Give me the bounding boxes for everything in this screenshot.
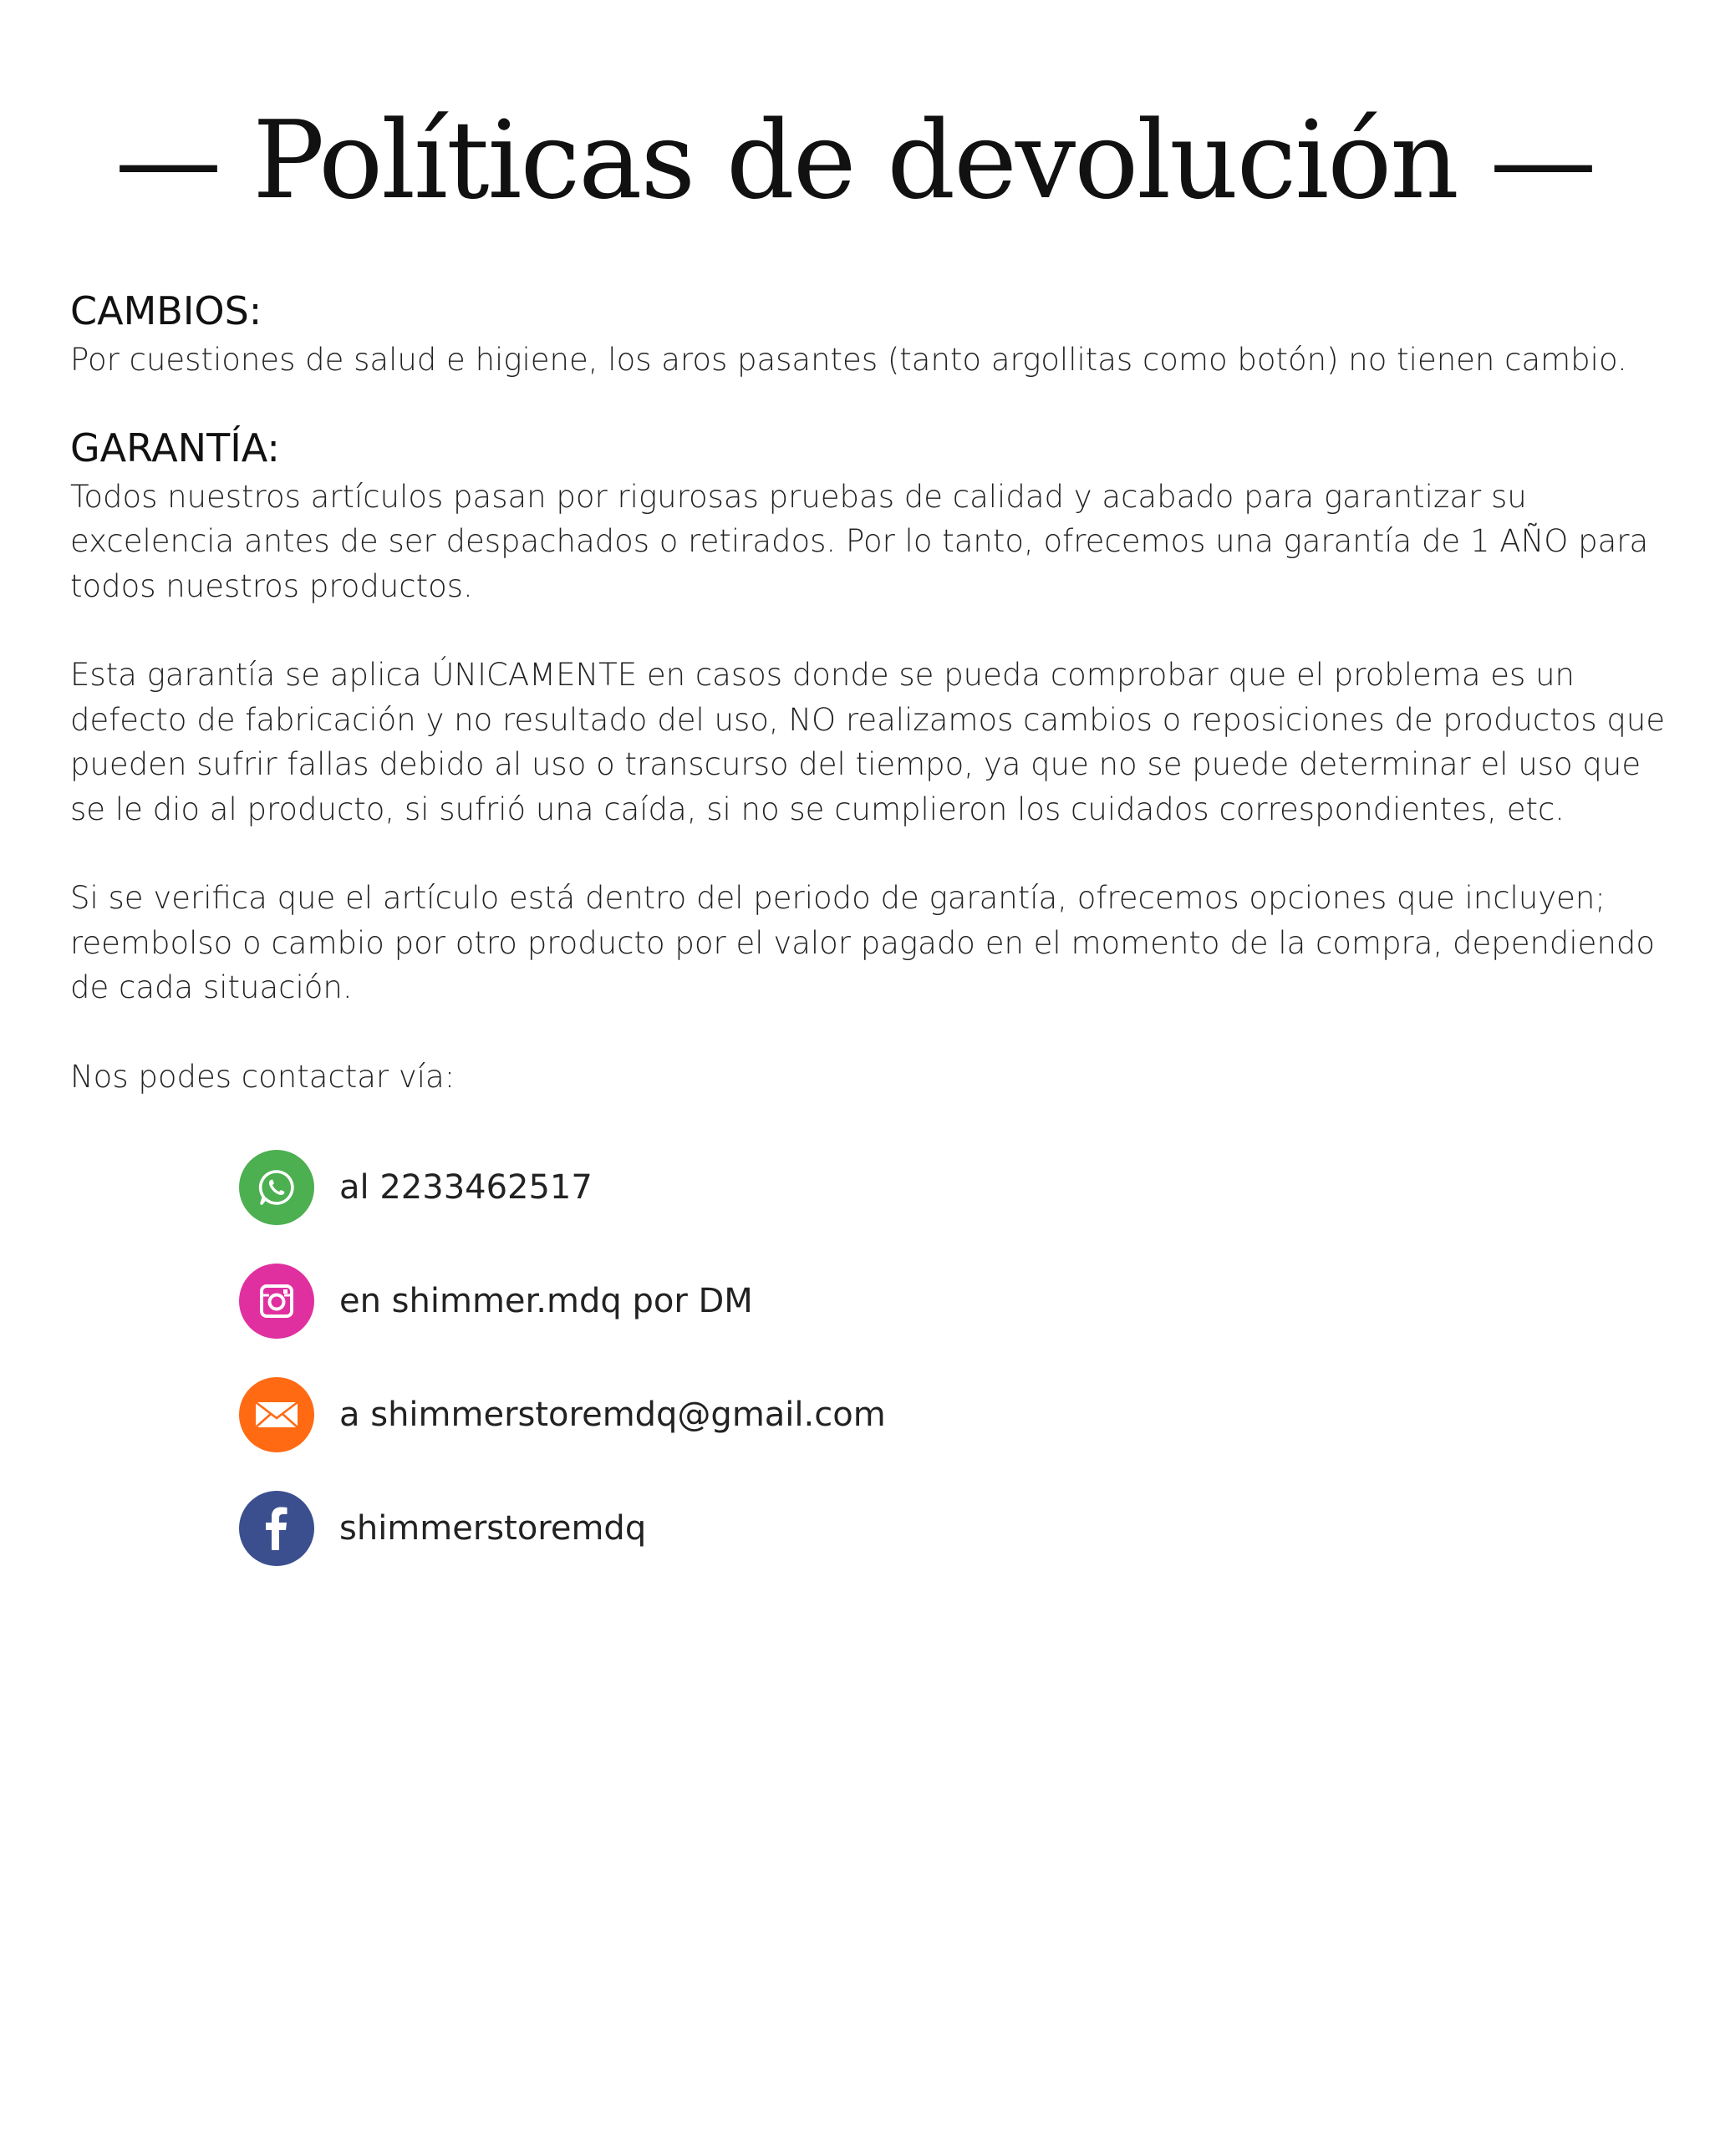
contact-intro: Nos podes contactar vía: <box>70 1058 455 1095</box>
facebook-icon <box>239 1491 314 1566</box>
whatsapp-text: al 2233462517 <box>339 1168 593 1207</box>
cambios-heading: CAMBIOS: <box>70 288 262 333</box>
email-text: a shimmerstoremdq@gmail.com <box>339 1396 886 1434</box>
garantia-paragraph-2: Esta garantía se aplica ÚNICAMENTE en casos donde se pueda comprobar que el problema es un defecto de fabricación y no resultado del uso, NO realizamos cambios o reposiciones de productos que pueden sufrir fallas debido al uso o transcurso del tiempo, ya que no se puede determinar el uso que se le dio al producto, si sufrió una caída, si no se cumplieron los cuidados correspondientes, etc. <box>70 657 1666 827</box>
spacer <box>70 383 1683 421</box>
whatsapp-icon <box>239 1150 314 1225</box>
spacer <box>70 1010 1683 1055</box>
contact-whatsapp[interactable] <box>239 1150 1326 1225</box>
contact-email[interactable] <box>239 1377 1326 1452</box>
contact-list <box>239 1150 1326 1604</box>
contact-instagram[interactable] <box>239 1264 1326 1339</box>
page-title: — Políticas de devolución — <box>115 99 1595 223</box>
facebook-text: shimmerstoremdq <box>339 1509 647 1548</box>
cambios-text: Por cuestiones de salud e higiene, los aros pasantes (tanto argollitas como botón) no tienen cambio. <box>70 342 1627 378</box>
spacer <box>70 608 1683 653</box>
garantia-paragraph-3: Si se verifica que el artículo está dentro del periodo de garantía, ofrecemos opciones que incluyen; reembolso o cambio por otro producto por el valor pagado en el momento de la compra, dependiendo de cada situación. <box>70 880 1656 1005</box>
policy-content <box>70 284 1683 1099</box>
instagram-icon <box>239 1264 314 1339</box>
email-icon <box>239 1377 314 1452</box>
spacer <box>70 831 1683 876</box>
instagram-text: en shimmer.mdq por DM <box>339 1282 753 1320</box>
garantia-heading: GARANTÍA: <box>70 425 280 470</box>
contact-facebook[interactable] <box>239 1491 1326 1566</box>
garantia-paragraph-1: Todos nuestros artículos pasan por rigurosas pruebas de calidad y acabado para garantizar su excelencia antes de ser despachados o retirados. Por lo tanto, ofrecemos una garantía de 1 AÑO para todos nuestros productos. <box>70 478 1649 604</box>
